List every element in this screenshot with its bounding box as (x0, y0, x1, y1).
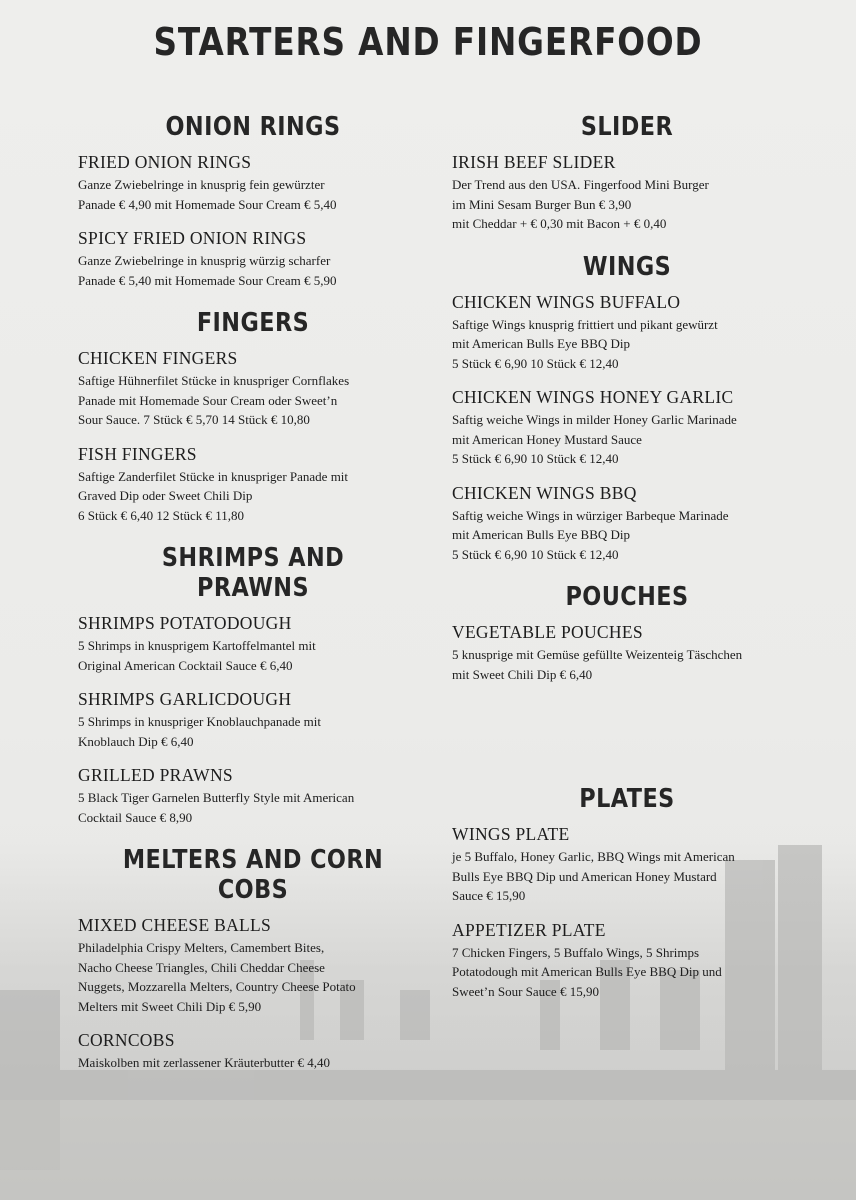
menu-item (78, 689, 428, 751)
section-title: FINGERS (196, 308, 310, 338)
menu-item (78, 228, 428, 290)
item-name: SHRIMPS GARLICDOUGH (78, 689, 292, 709)
item-name: GRILLED PRAWNS (78, 765, 233, 785)
section-melters-and-corn-cobs (78, 845, 428, 1073)
item-description: Saftige Hühnerfilet Stücke in knuspriger Cornflakes Panade mit Homemade Sour Cream oder Sweet’n Sour Sauce. 7 Stück € 5,70 14 Stück € 10,80 (78, 373, 350, 427)
item-description: 5 Shrimps in knuspriger Knoblauchpanade mit Knoblauch Dip € 6,40 (78, 714, 321, 749)
item-name: CHICKEN WINGS BUFFALO (452, 291, 681, 312)
section-title: MELTERS AND CORN COBS (122, 845, 384, 905)
menu-title: STARTERS AND FINGERFOOD (153, 20, 703, 64)
item-name: SPICY FRIED ONION RINGS (78, 228, 307, 248)
item-description: Maiskolben mit zerlassener Kräuterbutter € 4,40 (78, 1055, 330, 1070)
menu-item (452, 152, 802, 234)
item-name: CORNCOBS (78, 1030, 175, 1050)
item-description: Ganze Zwiebelringe in knusprig würzig scharfer Panade € 5,40 mit Homemade Sour Cream € 5,90 (78, 253, 337, 288)
item-description: Der Trend aus den USA. Fingerfood Mini Burger im Mini Sesam Burger Bun € 3,90 mit Cheddar + € 0,30 mit Bacon + € 0,40 (452, 177, 709, 231)
item-description: Saftige Wings knusprig frittiert und pikant gewürzt mit American Bulls Eye BBQ Dip 5 Stück € 6,90 10 Stück € 12,40 (452, 316, 718, 371)
item-description: je 5 Buffalo, Honey Garlic, BBQ Wings mit American Bulls Eye BBQ Dip und American Honey Mustard Sauce € 15,90 (452, 849, 735, 903)
item-description: Saftig weiche Wings in würziger Barbeque Marinade mit American Bulls Eye BBQ Dip 5 Stück € 6,90 10 Stück € 12,40 (452, 507, 729, 562)
menu-item (78, 348, 428, 430)
item-name: MIXED CHEESE BALLS (78, 915, 272, 935)
item-name: SHRIMPS POTATODOUGH (78, 613, 292, 633)
menu-item (78, 444, 428, 526)
section-title: SHRIMPS AND PRAWNS (161, 543, 345, 603)
menu-item (452, 387, 802, 469)
item-name: APPETIZER PLATE (452, 919, 606, 940)
item-name: IRISH BEEF SLIDER (452, 152, 616, 172)
section-title: PLATES (579, 784, 675, 814)
item-name: VEGETABLE POUCHES (452, 622, 643, 642)
item-description: 5 knusprige mit Gemüse gefüllte Weizenteig Täschchen mit Sweet Chili Dip € 6,40 (452, 647, 743, 682)
item-name: WINGS PLATE (452, 824, 570, 844)
menu-item (78, 765, 428, 827)
item-description: Ganze Zwiebelringe in knusprig fein gewürzter Panade € 4,90 mit Homemade Sour Cream € 5,40 (78, 177, 337, 212)
item-name: FISH FINGERS (78, 443, 197, 464)
menu-item (78, 915, 428, 1016)
menu-item (452, 483, 802, 565)
section-shrimps-and-prawns (78, 543, 428, 827)
menu-item (452, 292, 802, 374)
left-column (78, 112, 428, 1091)
menu-item (452, 622, 802, 684)
right-column (452, 112, 802, 1019)
item-name: CHICKEN FINGERS (78, 348, 238, 368)
section-fingers (78, 308, 428, 525)
menu-item (452, 920, 802, 1002)
item-name: CHICKEN WINGS BBQ (452, 482, 637, 503)
item-description: 7 Chicken Fingers, 5 Buffalo Wings, 5 Shrimps Potatodough mit American Bulls Eye BBQ Dip und Sweet’n Sour Sauce € 15,90 (452, 944, 722, 999)
menu-item (78, 1030, 428, 1073)
item-description: Saftig weiche Wings in milder Honey Garlic Marinade mit American Honey Mustard Sauce 5 Stück € 6,90 10 Stück € 12,40 (452, 412, 737, 466)
section-slider (452, 112, 802, 234)
section-wings (452, 252, 802, 565)
section-title: SLIDER (580, 112, 674, 142)
item-description: Saftige Zanderfilet Stücke in knuspriger Panade mit Graved Dip oder Sweet Chili Dip 6 Stück € 6,40 12 Stück € 11,80 (78, 468, 349, 523)
item-description: Philadelphia Crispy Melters, Camembert Bites, Nacho Cheese Triangles, Chili Cheddar Cheese Nuggets, Mozzarella Melters, Country Cheese Potato Melters mit Sweet Chili Dip € 5,90 (78, 940, 356, 1014)
section-title: WINGS (582, 251, 672, 282)
item-description: 5 Black Tiger Garnelen Butterfly Style mit American Cocktail Sauce € 8,90 (78, 790, 355, 825)
section-onion-rings (78, 112, 428, 290)
section-title: POUCHES (565, 582, 689, 612)
section-pouches (452, 582, 802, 684)
item-name: CHICKEN WINGS HONEY GARLIC (452, 387, 734, 407)
item-name: FRIED ONION RINGS (78, 152, 252, 172)
section-title: ONION RINGS (165, 112, 341, 142)
menu-item (78, 613, 428, 675)
menu-item (78, 152, 428, 214)
menu-item (452, 824, 802, 906)
section-plates (452, 784, 802, 1001)
item-description: 5 Shrimps in knusprigem Kartoffelmantel mit Original American Cocktail Sauce € 6,40 (78, 638, 316, 673)
